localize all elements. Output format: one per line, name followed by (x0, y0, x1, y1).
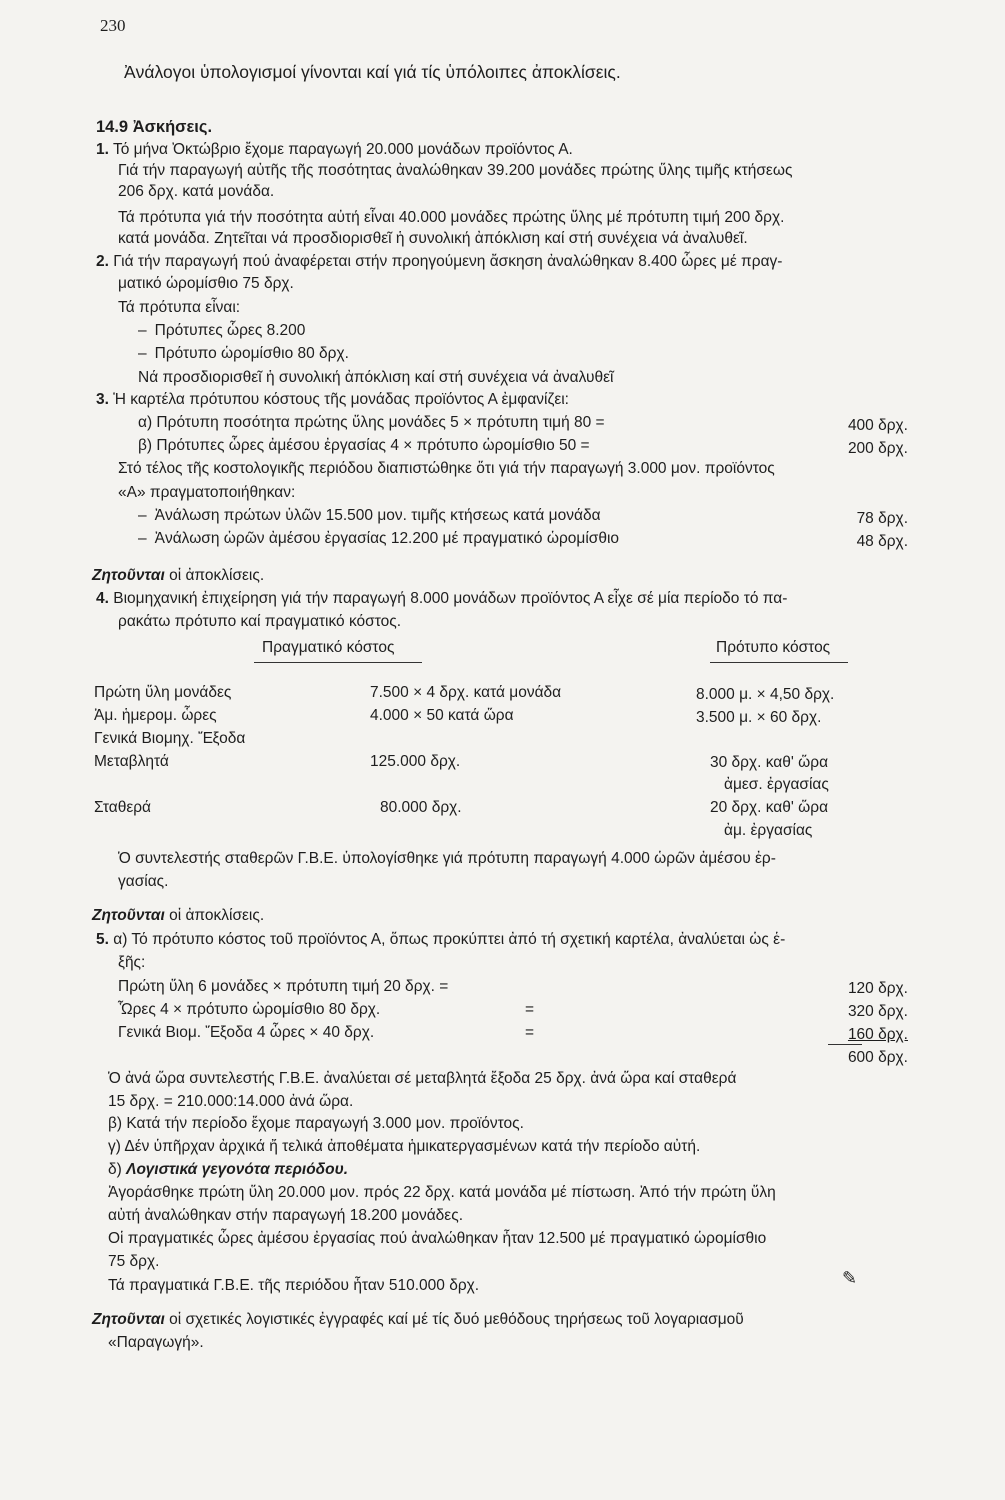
cost-row-actual: 80.000 δρχ. (380, 799, 462, 816)
exercise-5-item-2: Ὧρες 4 × πρότυπο ὡρομίσθιο 80 δρχ. (118, 1001, 381, 1018)
exercise-3-item-a-amount: 400 δρχ. (847, 417, 908, 434)
exercise-3-line-4: Στό τέλος τῆς κοστολογικῆς περιόδου διαπιστώθηκε ὅτι γιά τήν παραγωγή 3.000 μον. προϊόντος (118, 460, 775, 477)
exercise-3-line-5: «Α» πραγματοποιήθηκαν: (118, 484, 296, 501)
exercise-5-line-6: γ) Δέν ὑπῆρχαν ἀρχικά ἤ τελικά ἀποθέματα ἡμικατεργασμένων κατά τήν περίοδο αὐτή. (108, 1138, 701, 1155)
cost-row-actual: 7.500 × 4 δρχ. κατά μονάδα (370, 684, 562, 701)
exercise-2-line-4: – Πρότυπες ὧρες 8.200 (138, 322, 306, 339)
exercise-5-requirement-line-1: Ζητοῦνται οἱ σχετικές λογιστικές ἐγγραφές καί μέ τίς δυό μεθόδους τηρήσεως τοῦ λογαριασμοῦ (92, 1311, 744, 1328)
exercise-5-line-8: Ἀγοράσθηκε πρώτη ὕλη 20.000 μον. πρός 22 δρχ. κατά μονάδα μέ πίστωση. Ἀπό τήν πρώτη ὕλη (108, 1184, 776, 1201)
exercise-5-item-3-amount: 160 δρχ. (847, 1026, 908, 1043)
cost-row-label: Σταθερά (94, 799, 152, 816)
exercise-5-line-9: αὐτή ἀναλώθηκαν στήν παραγωγή 18.200 μονάδες. (108, 1207, 463, 1224)
exercise-5-line-10: Οἱ πραγματικές ὧρες ἀμέσου ἐργασίας πού ἀναλώθηκαν ἦταν 12.500 μέ πραγματικό ὡρομίσθιο (108, 1230, 767, 1247)
exercise-5-item-2-amount: 320 δρχ. (847, 1003, 908, 1020)
exercise-4-note-line-2: γασίας. (118, 873, 169, 890)
exercise-5-item-3: Γενικά Βιομ. Ἔξοδα 4 ὧρες × 40 δρχ. (118, 1024, 375, 1041)
exercise-4-line-1: 4. Βιομηχανική ἐπιχείρηση γιά τήν παραγωγή 8.000 μονάδων προϊόντος Α εἶχε σέ μία περίοδο τό πα- (96, 590, 788, 607)
exercise-3-item-d: – Ἀνάλωση ὡρῶν ἀμέσου ἐργασίας 12.200 μέ πραγματικό ὡρομίσθιο (138, 530, 620, 547)
cost-row-standard: 3.500 μ. × 60 δρχ. (696, 709, 822, 726)
exercise-4-line-2: ρακάτω πρότυπο καί πραγματικό κόστος. (118, 613, 402, 630)
exercise-5-line-2: ξῆς: (118, 954, 146, 971)
exercise-2-line-2: ματικό ὡρομίσθιο 75 δρχ. (118, 275, 294, 292)
exercise-5-item-3-equals: = (525, 1024, 535, 1041)
exercise-5-line-11: 75 δρχ. (108, 1253, 160, 1270)
exercise-3-item-c-amount: 78 δρχ. (856, 510, 908, 527)
exercise-5-total: 600 δρχ. (847, 1049, 908, 1066)
cost-row-label: Γενικά Βιομηχ. Ἔξοδα (94, 730, 246, 747)
cost-row-label: Μεταβλητά (94, 753, 169, 770)
cost-row-standard: 20 δρχ. καθ' ὥρα (710, 799, 829, 816)
exercise-5-line-3: Ὁ ἀνά ὥρα συντελεστής Γ.Β.Ε. ἀναλύεται σέ μεταβλητά ἔξοδα 25 δρχ. ἀνά ὥρα καί σταθερά (108, 1070, 737, 1087)
exercise-2-line-3: Τά πρότυπα εἶναι: (118, 299, 241, 316)
exercise-5-requirement-line-2: «Παραγωγή». (108, 1334, 204, 1351)
exercise-2-line-1: 2. Γιά τήν παραγωγή πού ἀναφέρεται στήν προηγούμενη ἄσκηση ἀναλώθηκαν 8.400 ὧρες μέ πραγ- (96, 253, 783, 270)
exercise-5-item-1: Πρώτη ὕλη 6 μονάδες × πρότυπη τιμή 20 δρχ. = (118, 978, 449, 995)
exercise-2-line-6: Νά προσδιορισθεῖ ἡ συνολική ἀπόκλιση καί στή συνέχεια νά ἀναλυθεῖ (138, 369, 614, 386)
column-header-standard: Πρότυπο κόστος (716, 639, 831, 656)
exercise-3-item-c: – Ἀνάλωση πρώτων ὑλῶν 15.500 μον. τιμῆς κτήσεως κατά μονάδα (138, 507, 601, 524)
exercise-1-line-2: Γιά τήν παραγωγή αὐτῆς τῆς ποσότητας ἀναλώθηκαν 39.200 μονάδες πρώτης ὕλης τιμῆς κτήσεως (118, 162, 793, 179)
exercise-5-item-1-amount: 120 δρχ. (847, 980, 908, 997)
cost-row-standard: 30 δρχ. καθ' ὥρα (710, 754, 829, 771)
exercise-1-line-4: Τά πρότυπα γιά τήν ποσότητα αὐτή εἶναι 40.000 μονάδες πρώτης ὕλης μέ πρότυπη τιμή 200 δρχ. (118, 209, 785, 226)
section-title: 14.9 Ἀσκήσεις. (96, 118, 213, 136)
exercise-1-line-1: 1. Τό μήνα Ὀκτώβριο ἔχομε παραγωγή 20.000 μονάδων προϊόντος Α. (96, 141, 573, 158)
exercise-5-line-1: 5. α) Τό πρότυπο κόστος τοῦ προϊόντος Α, ὅπως προκύπτει ἀπό τή σχετική καρτέλα, ἀναλύεται ὡς ἑ- (96, 931, 786, 948)
exercise-1-line-5: κατά μονάδα. Ζητεῖται νά προσδιορισθεῖ ἡ συνολική ἀπόκλιση καί στή συνέχεια νά ἀναλυθεῖ. (118, 230, 748, 247)
exercise-5-line-12: Τά πραγματικά Γ.Β.Ε. τῆς περιόδου ἦταν 510.000 δρχ. (108, 1277, 480, 1294)
cost-row-standard: 8.000 μ. × 4,50 δρχ. (696, 686, 835, 703)
exercise-3-item-b: β) Πρότυπες ὧρες ἀμέσου ἐργασίας 4 × πρότυπο ὡρομίσθιο 50 = (138, 437, 590, 454)
exercise-5-line-4: 15 δρχ. = 210.000:14.000 ἀνά ὥρα. (108, 1093, 354, 1110)
page-number: 230 (100, 16, 126, 35)
exercise-5-line-5: β) Κατά τήν περίοδο ἔχομε παραγωγή 3.000 μον. προϊόντος. (108, 1115, 524, 1132)
cost-row-actual: 125.000 δρχ. (370, 753, 461, 770)
cost-row-actual: 4.000 × 50 κατά ὥρα (370, 707, 514, 724)
exercise-5-item-2-equals: = (525, 1001, 535, 1018)
exercise-5-line-7: δ) Λογιστικά γεγονότα περιόδου. (108, 1161, 349, 1178)
exercise-2-line-5: – Πρότυπο ὡρομίσθιο 80 δρχ. (138, 345, 349, 362)
exercise-4-note-line-1: Ὁ συντελεστής σταθερῶν Γ.Β.Ε. ὑπολογίσθηκε γιά πρότυπη παραγωγή 4.000 ὡρῶν ἀμέσου ἐρ- (118, 850, 776, 867)
exercise-3-item-a: α) Πρότυπη ποσότητα πρώτης ὕλης μονάδες 5 × πρότυπη τιμή 80 = (138, 414, 605, 431)
column-header-actual: Πραγματικό κόστος (262, 639, 395, 656)
exercise-3-requirement: Ζητοῦνται οἱ ἀποκλίσεις. (92, 567, 265, 584)
exercise-1-line-3: 206 δρχ. κατά μονάδα. (118, 183, 275, 200)
total-rule (828, 1044, 862, 1045)
exercise-3-line-1: 3. Ἡ καρτέλα πρότυπου κόστους τῆς μονάδας προϊόντος Α ἐμφανίζει: (96, 391, 569, 408)
column-header-actual-rule (254, 662, 422, 663)
cost-row-standard-note: ἀμ. ἐργασίας (724, 822, 813, 839)
cost-row-label: Ἀμ. ἡμερομ. ὧρες (94, 707, 217, 724)
exercise-3-item-d-amount: 48 δρχ. (856, 533, 908, 550)
pencil-mark-icon: ✎ (842, 1268, 858, 1288)
exercise-4-requirement: Ζητοῦνται οἱ ἀποκλίσεις. (92, 907, 265, 924)
exercise-3-item-b-amount: 200 δρχ. (847, 440, 908, 457)
cost-row-standard-note: ἀμεσ. ἐργασίας (724, 776, 829, 793)
intro-text: Ἀνάλογοι ὑπολογισμοί γίνονται καί γιά τίς ὑπόλοιπες ἀποκλίσεις. (124, 62, 621, 82)
column-header-standard-rule (710, 662, 848, 663)
cost-row-label: Πρώτη ὕλη μονάδες (94, 684, 232, 701)
